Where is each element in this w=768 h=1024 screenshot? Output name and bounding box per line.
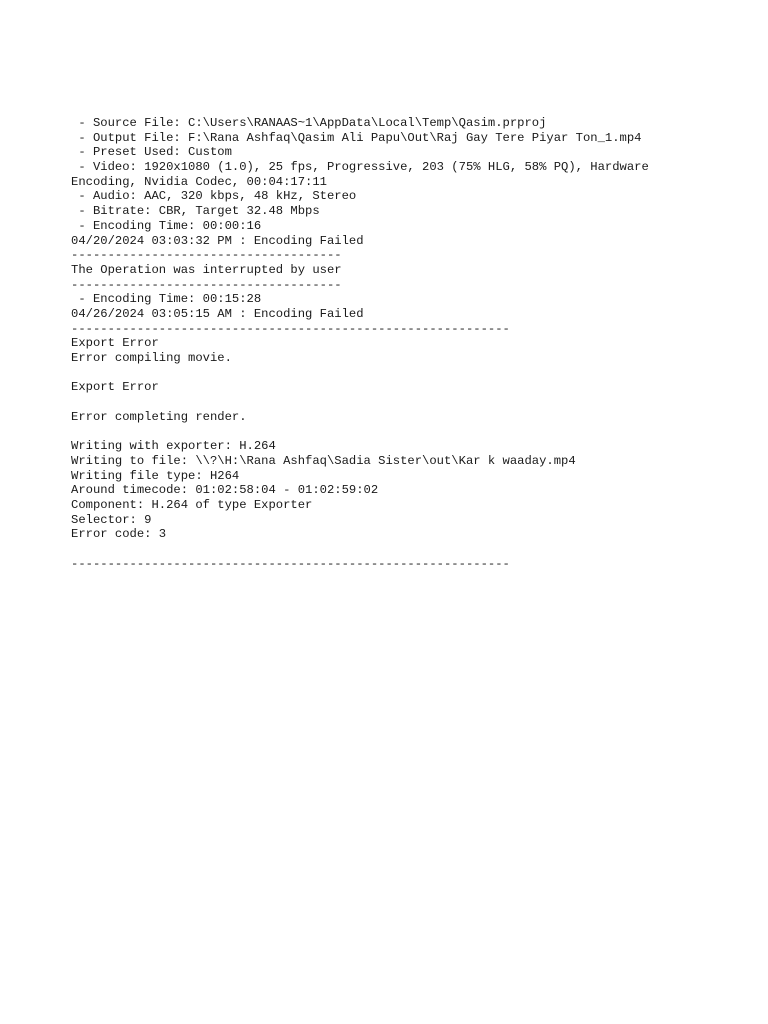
bitrate-line: - Bitrate: CBR, Target 32.48 Mbps bbox=[71, 204, 320, 219]
preset-line: - Preset Used: Custom bbox=[71, 145, 232, 160]
encoding-time-line: - Encoding Time: 00:15:28 bbox=[71, 292, 262, 307]
error-compiling-line: Error compiling movie. bbox=[71, 351, 232, 365]
source-file-line: - Source File: C:\Users\RANAAS~1\AppData\Local\Temp\Qasim.prproj bbox=[71, 116, 547, 130]
encoding-time-line: - Encoding Time: 00:00:16 bbox=[71, 218, 262, 233]
video-line: - Video: 1920x1080 (1.0), 25 fps, Progressive, 203 (75% HLG, 58% PQ), Hardware bbox=[71, 160, 649, 175]
error-code-line: Error code: 3 bbox=[71, 527, 167, 542]
blank-line bbox=[71, 366, 711, 381]
log-document bbox=[71, 116, 711, 571]
interrupted-line: The Operation was interrupted by user bbox=[71, 262, 342, 277]
component-line: Component: H.264 of type Exporter bbox=[71, 497, 313, 512]
file-type-line: Writing file type: H264 bbox=[71, 468, 240, 483]
export-error-heading: Export Error bbox=[71, 380, 159, 395]
timecode-line: Around timecode: 01:02:58:04 - 01:02:59:02 bbox=[71, 483, 379, 498]
separator-line: ------------------------------------------------------------ bbox=[71, 321, 510, 336]
separator-line: ------------------------------------- bbox=[71, 248, 342, 263]
blank-line bbox=[71, 395, 711, 410]
exporter-line: Writing with exporter: H.264 bbox=[71, 439, 276, 454]
selector-line: Selector: 9 bbox=[71, 512, 152, 527]
export-error-heading: Export Error bbox=[71, 336, 159, 351]
separator-line: ------------------------------------- bbox=[71, 277, 342, 292]
separator-line: ------------------------------------------------------------ bbox=[71, 556, 510, 571]
writing-file-line: Writing to file: \\?\H:\Rana Ashfaq\Sadia Sister\out\Kar k waaday.mp4 bbox=[71, 453, 576, 468]
encoding-failed-line: 04/20/2024 03:03:32 PM : Encoding Failed bbox=[71, 233, 364, 248]
output-file-line: - Output File: F:\Rana Ashfaq\Qasim Ali Papu\Out\Raj Gay Tere Piyar Ton_1.mp4 bbox=[71, 130, 642, 145]
blank-line bbox=[71, 542, 711, 557]
encoding-failed-line: 04/26/2024 03:05:15 AM : Encoding Failed bbox=[71, 306, 364, 321]
video-line-continued: Encoding, Nvidia Codec, 00:04:17:11 bbox=[71, 174, 327, 189]
blank-line bbox=[71, 424, 711, 439]
error-completing-line: Error completing render. bbox=[71, 409, 247, 424]
audio-line: - Audio: AAC, 320 kbps, 48 kHz, Stereo bbox=[71, 189, 357, 204]
